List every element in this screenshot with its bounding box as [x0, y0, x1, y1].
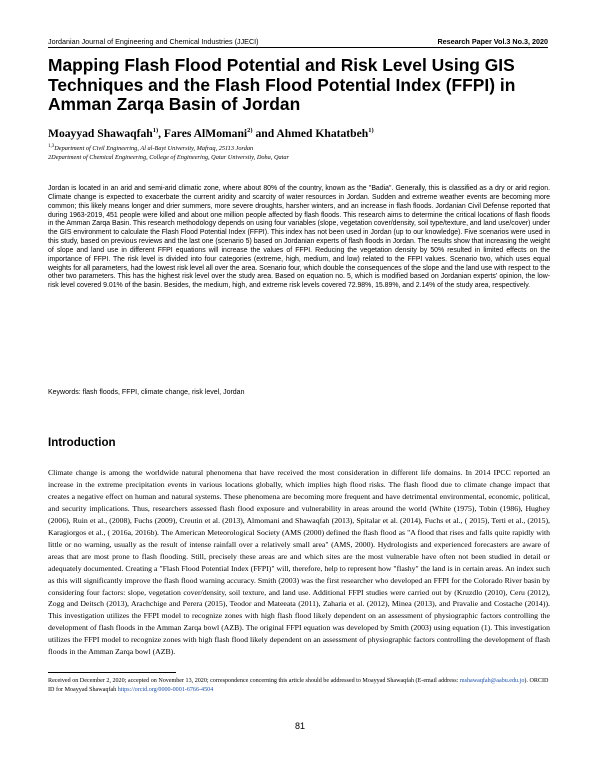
footnote-divider — [48, 672, 176, 673]
paper-title: Mapping Flash Flood Potential and Risk Level Using GIS Techniques and the Flash Flood Potential Index (FFPI) in Amman Zarqa Basin of Jordan — [48, 55, 516, 114]
author-affil-mark: 2) — [247, 127, 253, 134]
journal-name: Jordanian Journal of Engineering and Chemical Industries (JJECI) — [48, 37, 259, 46]
affiliation-text: Department of Civil Engineering, Al al-Bayt University, Mafraq, 25113 Jordan — [54, 145, 254, 153]
author-affil-mark: 1) — [368, 127, 374, 134]
orcid-link[interactable]: https://orcid.org/0000-0001-6766-4504 — [117, 686, 214, 693]
affiliation-mark: 1,3 — [48, 144, 55, 149]
page-number: 81 — [294, 721, 305, 731]
header-divider — [48, 47, 548, 48]
footnote-text: ). ORCID ID for Moayyad Shawaqfah — [48, 678, 549, 693]
introduction-text: Climate change is among the worldwide natural phenomena that have received the most consideration in different life domains. In 2014 IPCC reported an increase in the extreme precipitation events in various locations globally, which implies high flood risks. The flash flood due to climate change impact that creates a negative effect on human and natural systems. These phenomena are becoming more frequent and have detrimental environmental, economic, political, and security implications. Thus, researchers assessed flash flood exposure and vulnerability in areas around the world (White (1975), Tobin (1986), Hughey (2006), Ruin et al., (2008), Fuchs (2009), Creutin et al. (2013), Almomani and Shawaqfah (2013), Spitalar et al. (2014), Fuchs et al., ( 2015), Terti et al., (2015), Karagiorgos et al., ( 2016a, 2016b). The American Meteorological Society (AMS (2000) defined the flash flood as "A flood that rises and falls quite rapidly with little or no warning, usually as the result of intense rainfall over a relatively small area" (AMS, 2000). Hydrologists and experienced forecasters are aware of areas that are most prone to flash flooding. Still, precisely these areas are and which sites are the most vulnerable have often not been studied in detail or adequately documented. Creating a "Flash Flood Potential Index (FFPI)" will, therefore, help to represent how "flashy" the land is in certain areas. An index such as this will significantly improve the flash flood warning accuracy. Smith (2003) was the first researcher who developed an FFPI for the Colorado River basin by considering four factors: slope, vegetation cover/density, soil texture, and land use. Additional FFPI studies were carried out by (Kruzdlo (2010), Ceru (2012), Zogg and Deitsch (2013), Arachchige and Perera (2015), Teodor and Mateeata (2011), Zaharia et al. (2012), Minea (2013), and Pravalie and Costache (2014)). This investigation utilizes the FFPI model to recognize zones with high flash flood likely dependent on an assessment of physiographic factors controlling the development of flash floods in the Amman Zarqa bowl (AZB). The original FFPI equation was developed by Smith (2003) using equation (1). This investigation utilizes the FFPI model to recognize zones with high flash flood likely dependent on an assessment of physiographic factors controlling the development of flash floods in the Amman Zarqa bowl (AZB). — [48, 468, 550, 657]
keywords: Keywords: flash floods, FFPI, climate change, risk level, Jordan — [48, 389, 245, 396]
author-list — [48, 124, 560, 141]
abstract: Jordan is located in an arid and semi-arid climatic zone, where about 80% of the country, known as the "Badia". Generally, this is classified as a dry or arid region. Climate change is expected to exacerbate the current aridity and scarcity of water resources in Jordan. Sudden and extreme weather events are becoming more common; this likely means longer and drier summers, more severe droughts, harsher winters, and an increase in flash floods. Jordanian Civil Defense reported that during 1963-2019, 451 people were killed and about one million people affected by flash floods. This research aims to determine the critical locations of flash floods in the Amman Zarqa Basin. This research methodology depends on using four variables (slope, vegetation cover/density, soil type/texture, and land use/cover) under the GIS environment to calculate the Flash Flood Potential Index (FFPI). This index has not been used in Jordan (up to our knowledge). Five scenarios were used in this study, based on previous reviews and the last one (scenario 5) based on Jordanian experts of flash floods in Jordan. The results show that increasing the weight of slope and land use in different FFPI equations will increase the values of FFPI. Reducing the vegetation density by 50% resulted in limited effects on the importance of FFPI. The risk level is divided into four categories (extreme, high, medium, and low) related to the FFPI values. Scenario two, which uses equal weights for all parameters, had the lowest risk level all over the area. Scenario four, which double the consequences of the slope and the land use with respect to the other two parameters. This has the highest risk level over the study area. Based on equation no. 5, which is modified based on Jordanian experts' opinion, the low-risk level covered 9.01% of the basin. Besides, the medium, high, and extreme risk levels covered 72.98%, 15.89%, and 2.14% of the study area, respectively. — [48, 185, 550, 290]
author-name: Moayyad Shawaqfah — [48, 126, 153, 140]
affiliation-1 — [48, 143, 560, 153]
email-link[interactable]: mshawaqfah@aabu.edu.jo — [459, 678, 525, 684]
volume-info: Research Paper Vol.3 No.3, 2020 — [437, 37, 548, 46]
section-heading: Introduction — [48, 436, 116, 449]
author-name: Fares AlMomani — [163, 126, 248, 140]
affiliation-text: 2Department of Chemical Engineering, College of Engineering, Qatar University, Doha, Qatar — [48, 154, 290, 161]
footnote — [48, 677, 550, 694]
running-header — [48, 37, 548, 47]
author-conjunction: and — [252, 126, 277, 140]
affiliation-2 — [48, 154, 560, 162]
author-name: Ahmed Khatatbeh — [276, 126, 369, 140]
footnote-text: Received on December 2, 2020; accepted on November 13, 2020; correspondence concerning this article should be addressed to Moayyad Shawaqfah (E-email address: — [48, 678, 460, 684]
author-affil-mark: 1) — [152, 127, 159, 134]
author-separator: , — [158, 126, 164, 140]
